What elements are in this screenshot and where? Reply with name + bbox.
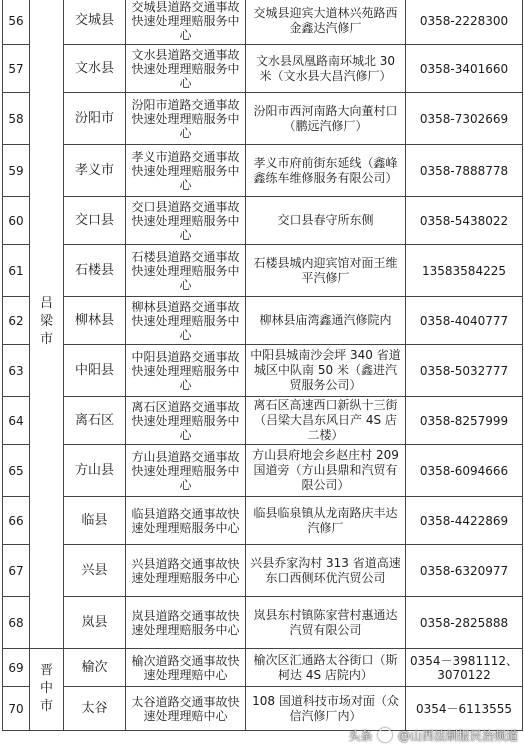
row-number: 58 — [3, 93, 30, 145]
phone-number: 0358-4040777 — [406, 297, 523, 345]
row-number: 57 — [3, 45, 30, 93]
phone-number: 0358-6094666 — [406, 445, 523, 497]
phone-number: 0358-4422869 — [406, 497, 523, 545]
table-row — [3, 687, 523, 731]
county-name: 中阳县 — [64, 345, 126, 397]
county-name: 岚县 — [64, 597, 126, 649]
center-address: 文水县凤凰路南环城北 30 米（文水县大昌汽修厂） — [246, 45, 406, 93]
phone-number: 0358-5032777 — [406, 345, 523, 397]
table-row — [3, 93, 523, 145]
row-number: 66 — [3, 497, 30, 545]
row-number: 68 — [3, 597, 30, 649]
center-name: 岚县道路交通事故快速处理理赔服务中心 — [126, 597, 246, 649]
center-address: 108 国道科技市场对面（众信汽修厂内） — [246, 687, 406, 731]
center-address: 汾阳市西河南路大向董村口（鹏远汽修厂） — [246, 93, 406, 145]
row-number: 69 — [3, 649, 30, 687]
row-number: 61 — [3, 245, 30, 297]
watermark-prefix: 头条 — [348, 729, 373, 743]
insurance-claim-center-table — [2, 0, 523, 731]
city-cell — [30, 0, 64, 649]
county-name: 离石区 — [64, 397, 126, 445]
city-name: 吕梁市 — [39, 296, 53, 347]
center-name: 兴县道路交通事故快速处理理赔服务中心 — [126, 545, 246, 597]
row-number: 65 — [3, 445, 30, 497]
table-row — [3, 445, 523, 497]
table-row — [3, 145, 523, 197]
city-cell — [30, 649, 64, 731]
center-address: 方山县府地会乡赵庄村 209 国道旁（方山县鼎和汽贸有限公司） — [246, 445, 406, 497]
watermark-logo-icon — [378, 728, 392, 742]
county-name: 文水县 — [64, 45, 126, 93]
phone-number: 0358-3401660 — [406, 45, 523, 93]
city-name: 晋中市 — [39, 663, 53, 714]
county-name: 榆次 — [64, 649, 126, 687]
center-name: 孝义市道路交通事故快速处理理赔服务中心 — [126, 145, 246, 197]
row-number: 64 — [3, 397, 30, 445]
center-name: 中阳县道路交通事故快速处理理赔服务中心 — [126, 345, 246, 397]
row-number: 59 — [3, 145, 30, 197]
county-name: 交口县 — [64, 197, 126, 245]
table-row — [3, 597, 523, 649]
county-name: 方山县 — [64, 445, 126, 497]
phone-number: 0358-6320977 — [406, 545, 523, 597]
county-name: 孝义市 — [64, 145, 126, 197]
center-address: 离石区高速西口新纵十三街（吕梁大昌东风日产 4S 店二楼） — [246, 397, 406, 445]
phone-number: 0358-7302669 — [406, 93, 523, 145]
row-number: 70 — [3, 687, 30, 731]
center-address: 石楼县城内迎宾馆对面王维平汽修厂 — [246, 245, 406, 297]
center-address: 交城县迎宾大道林兴苑路西金鑫达汽修厂 — [246, 0, 406, 45]
center-name: 交口县道路交通事故快速处理理赔服务中心 — [126, 197, 246, 245]
table-body — [3, 0, 523, 731]
center-address: 孝义市府前街东延线（鑫峰鑫练车维修服务有限公司） — [246, 145, 406, 197]
county-name: 石楼县 — [64, 245, 126, 297]
table-row — [3, 545, 523, 597]
table-row — [3, 245, 523, 297]
phone-number: 0354－6113555 — [406, 687, 523, 731]
center-address: 岚县东村镇陈家营村惠通达汽贸有限公司 — [246, 597, 406, 649]
center-address: 交口县春守所东侧 — [246, 197, 406, 245]
watermark — [348, 727, 518, 744]
row-number: 67 — [3, 545, 30, 597]
phone-number: 0358-2825888 — [406, 597, 523, 649]
phone-number: 0354－3981112、3070122 — [406, 649, 523, 687]
center-address: 柳林县庙湾鑫通汽修院内 — [246, 297, 406, 345]
phone-number: 0358-8257999 — [406, 397, 523, 445]
table-row — [3, 497, 523, 545]
table-row — [3, 45, 523, 93]
phone-number: 0358-5438022 — [406, 197, 523, 245]
county-name: 柳林县 — [64, 297, 126, 345]
table-row — [3, 649, 523, 687]
table-row — [3, 397, 523, 445]
center-name: 方山县道路交通事故快速处理理赔服务中心 — [126, 445, 246, 497]
center-name: 汾阳市道路交通事故快速处理理赔服务中心 — [126, 93, 246, 145]
county-name: 临县 — [64, 497, 126, 545]
table-row — [3, 197, 523, 245]
center-name: 交城县道路交通事故快速处理理赔服务中心 — [126, 0, 246, 45]
center-name: 文水县道路交通事故快速处理理赔服务中心 — [126, 45, 246, 93]
county-name: 交城县 — [64, 0, 126, 45]
watermark-name: @山西法制报民治频道 — [397, 729, 518, 743]
center-name: 石楼县道路交通事故快速处理理赔服务中心 — [126, 245, 246, 297]
county-name: 太谷 — [64, 687, 126, 731]
phone-number: 0358-2228300 — [406, 0, 523, 45]
center-address: 中阳县城南沙会坪 340 省道城区中队南 50 米（鑫进汽贸服务公司） — [246, 345, 406, 397]
phone-number: 0358-7888778 — [406, 145, 523, 197]
phone-number: 13583584225 — [406, 245, 523, 297]
center-name: 离石区道路交通事故快速处理理赔服务中心 — [126, 397, 246, 445]
table-row — [3, 297, 523, 345]
county-name: 兴县 — [64, 545, 126, 597]
row-number: 60 — [3, 197, 30, 245]
center-address: 兴县乔家沟村 313 省道高速东口西侧环优汽贸公司 — [246, 545, 406, 597]
row-number: 63 — [3, 345, 30, 397]
county-name: 汾阳市 — [64, 93, 126, 145]
table-row — [3, 0, 523, 45]
center-address: 临县临泉镇从龙南路庆丰达汽修厂 — [246, 497, 406, 545]
row-number: 56 — [3, 0, 30, 45]
center-name: 太谷道路交通事故快速处理理赔中心 — [126, 687, 246, 731]
row-number: 62 — [3, 297, 30, 345]
center-name: 柳林县道路交通事故快速处理理赔服务中心 — [126, 297, 246, 345]
center-name: 榆次道路交通事故快速处理理赔中心 — [126, 649, 246, 687]
table-row — [3, 345, 523, 397]
center-address: 榆次区汇通路太谷街口（斯柯达 4S 店院内） — [246, 649, 406, 687]
center-name: 临县道路交通事故快速处理理赔服务中心 — [126, 497, 246, 545]
